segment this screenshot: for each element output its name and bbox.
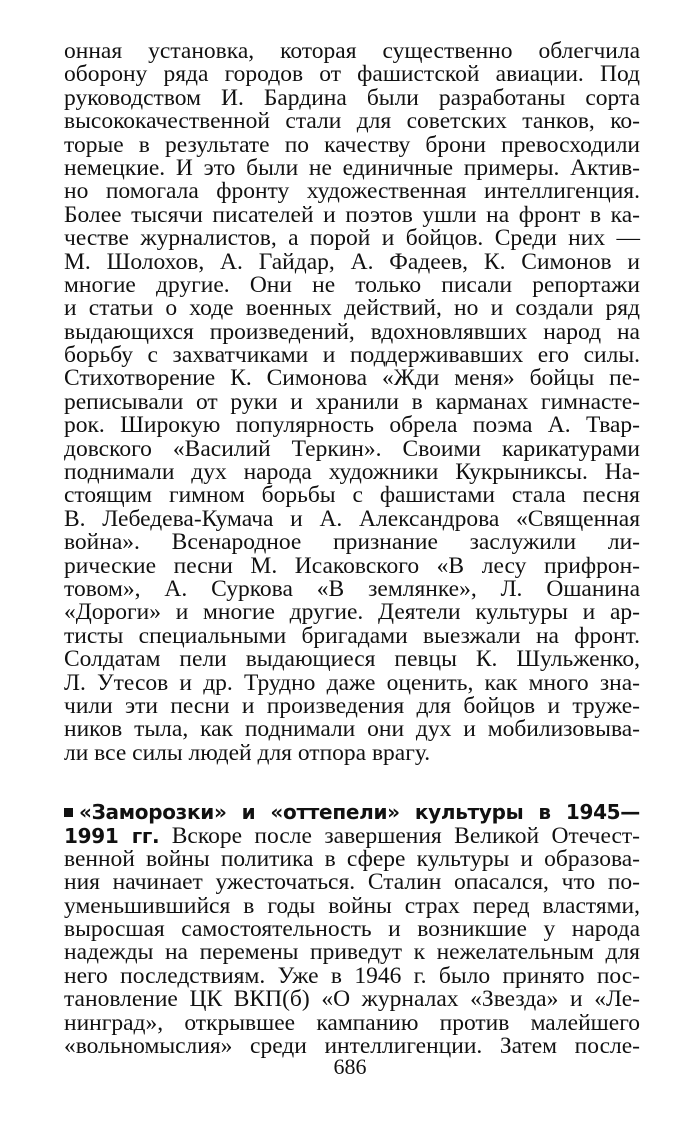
- text-line: [64, 822, 640, 849]
- section-culture-1945-1991: [64, 801, 640, 1058]
- text-line: но помогала фронту художественная интеллигенция.: [64, 178, 640, 205]
- section-heading-years: 1991 гг.: [64, 823, 160, 848]
- text-line: ли все силы людей для отпора врагу.: [64, 739, 431, 766]
- text-line: стоящим гимном борьбы с фашистами стала песня: [64, 482, 640, 509]
- text-line: Солдатам пели выдающиеся певцы К. Шульженко,: [64, 646, 640, 673]
- text-line: высококачественной стали для советских танков, ко-: [64, 108, 640, 135]
- text-line: война». Всенародное признание заслужили ли-: [64, 529, 640, 556]
- section-text-start: Вскоре после завершения Великой Отечест-: [159, 822, 640, 849]
- text-line: борьбу с захватчиками и поддерживавших его силы.: [64, 342, 640, 369]
- text-line: тановление ЦК ВКП(б) «О журналах «Звезда» и «Ле-: [64, 986, 640, 1013]
- page-number: 686: [333, 1054, 367, 1079]
- text-line: венной войны политика в сфере культуры и образова-: [64, 845, 640, 872]
- text-line: выдающихся произведений, вдохновлявших народ на: [64, 318, 640, 345]
- text-line: Л. Утесов и др. Трудно даже оценить, как много зна-: [64, 669, 640, 696]
- text-line: ния начинает ужесточаться. Сталин опасался, что по-: [64, 869, 640, 896]
- text-line: товом», А. Суркова «В землянке», Л. Ошанина: [64, 575, 640, 602]
- square-bullet-icon: [64, 808, 73, 817]
- text-line: довского «Василий Теркин». Своими карикатурами: [64, 435, 640, 462]
- text-line: нинград», открывшее кампанию против малейшего: [64, 1009, 640, 1036]
- text-line: М. Шолохов, А. Гайдар, А. Фадеев, К. Симонов и: [64, 248, 640, 275]
- text-line: В. Лебедева-Кумача и А. Александрова «Священная: [64, 505, 640, 532]
- text-line: рические песни М. Исаковского «В лесу прифрон-: [64, 552, 640, 579]
- text-line: онная установка, которая существенно облегчила: [64, 38, 640, 64]
- text-line: ников тыла, как поднимали они дух и мобилизовыва-: [64, 716, 640, 743]
- text-line: рок. Широкую популярность обрела поэма А. Твар-: [64, 412, 640, 439]
- section-heading: «Заморозки» и «оттепели» культуры в 1945—: [79, 800, 640, 825]
- text-line: Более тысячи писателей и поэтов ушли на фронт в ка-: [64, 201, 640, 228]
- text-line: торые в результате по качеству брони превосходили: [64, 131, 640, 158]
- section-heading-line: [64, 801, 640, 824]
- text-line: оборону ряда городов от фашистской авиации. Под: [64, 61, 640, 88]
- text-line: чили эти песни и произведения для бойцов и труже-: [64, 692, 640, 719]
- text-line: руководством И. Бардина были разработаны сорта: [64, 84, 640, 111]
- text-line: и статьи о ходе военных действий, но и создали ряд: [64, 295, 640, 322]
- text-line: реписывали от руки и хранили в карманах гимнасте-: [64, 388, 640, 415]
- text-line: «вольномыслия» среди интеллигенции. Затем после-: [64, 1033, 640, 1060]
- page-content: [64, 40, 640, 1058]
- text-line: честве журналистов, а порой и бойцов. Среди них —: [64, 225, 640, 252]
- text-line: надежды на перемены приведут к нежелательным для: [64, 939, 640, 966]
- section-spacer: [64, 765, 640, 801]
- text-line: уменьшившийся в годы войны страх перед властями,: [64, 892, 640, 919]
- text-line: тисты специальными бригадами выезжали на фронт.: [64, 622, 640, 649]
- text-line: немецкие. И это были не единичные примеры. Актив-: [64, 154, 640, 181]
- text-line: выросшая самостоятельность и возникшие у народа: [64, 916, 640, 943]
- text-line: многие другие. Они не только писали репортажи: [64, 271, 640, 298]
- text-line: поднимали дух народа художники Кукрыниксы. На-: [64, 459, 640, 486]
- paragraph-main: [64, 40, 640, 765]
- text-line: Стихотворение К. Симонова «Жди меня» бойцы пе-: [64, 365, 640, 392]
- text-line: «Дороги» и многие другие. Деятели культуры и ар-: [64, 599, 640, 626]
- text-line: него последствиям. Уже в 1946 г. было принято пос-: [64, 962, 640, 989]
